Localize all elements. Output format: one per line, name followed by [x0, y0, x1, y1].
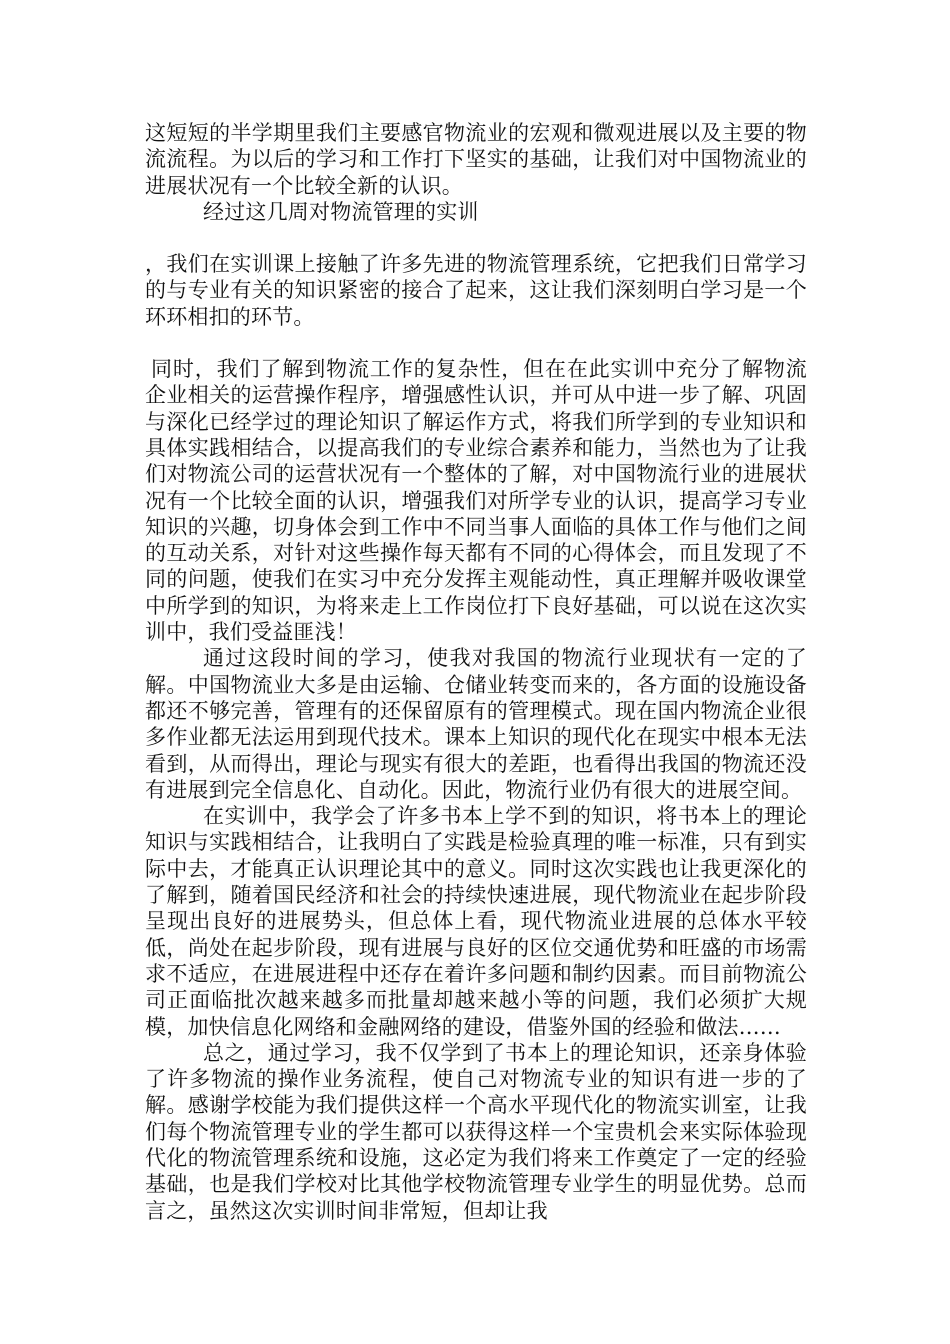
paragraph-training-systems: ，我们在实训课上接触了许多先进的物流管理系统，它把我们日常学习的与专业有关的知识紧密的接合了起来，这让我们深刻明白学习是一个环环相扣的环节。: [145, 252, 807, 329]
paragraph-complexity: 同时，我们了解到物流工作的复杂性，但在在此实训中充分了解物流企业相关的运营操作程序，增强感性认识，并可从中进一步了解、巩固与深化已经学过的理论知识了解运作方式，将我们所学到的专业知识和具体实践相结合，以提高我们的专业综合素养和能力，当然也为了让我们对物流公司的运营状况有一个整体的了解，对中国物流行业的进展状况有一个比较全面的认识，增强我们对所学专业的认识，提高学习专业知识的兴趣，切身体会到工作中不同当事人面临的具体工作与他们之间的互动关系，对针对这些操作每天都有不同的心得体会，而且发现了不同的问题，使我们在实习中充分发挥主观能动性，真正理解并吸收课堂中所学到的知识，为将来走上工作岗位打下良好基础，可以说在这次实训中，我们受益匪浅！: [145, 357, 807, 645]
paragraph-heading-line: 经过这几周对物流管理的实训: [203, 199, 479, 224]
paragraph-intro: 这短短的半学期里我们主要感官物流业的宏观和微观进展以及主要的物流流程。为以后的学习和工作打下坚实的基础，让我们对中国物流业的进展状况有一个比较全新的认识。: [145, 121, 807, 198]
blank-line: [145, 225, 807, 251]
paragraph-practice: 在实训中，我学会了许多书本上学不到的知识，将书本上的理论知识与实践相结合，让我明白了实践是检验真理的唯一标准，只有到实际中去，才能真正认识理论其中的意义。同时这次实践也让我更深化的了解到，随着国民经济和社会的持续快速进展，现代物流业在起步阶段呈现出良好的进展势头，但总体上看，现代物流业进展的总体水平较低，尚处在起步阶段，现有进展与良好的区位交通优势和旺盛的市场需求不适应，在进展进程中还存在着许多问题和制约因素。而目前物流公司正面临批次越来越多而批量却越来越小等的问题，我们必须扩大规模，加快信息化网络和金融网络的建设，借鉴外国的经验和做法……: [145, 804, 807, 1039]
blank-line: [145, 330, 807, 356]
document-page: [145, 120, 807, 1224]
paragraph-industry-status: 通过这段时间的学习，使我对我国的物流行业现状有一定的了解。中国物流业大多是由运输、仓储业转变而来的，各方面的设施设备都还不够完善，管理有的还保留原有的管理模式。现在国内物流企业很多作业都无法运用到现代技术。课本上知识的现代化在现实中根本无法看到，从而得出，理论与现实有很大的差距，也看得出我国的物流还没有进展到完全信息化、自动化。因此，物流行业仍有很大的进展空间。: [145, 646, 807, 802]
paragraph-conclusion: 总之，通过学习，我不仅学到了书本上的理论知识，还亲身体验了许多物流的操作业务流程，使自己对物流专业的知识有进一步的了解。感谢学校能为我们提供这样一个高水平现代化的物流实训室，让我们每个物流管理专业的学生都可以获得这样一个宝贵机会来实际体验现代化的物流管理系统和设施，这必定为我们将来工作奠定了一定的经验基础，也是我们学校对比其他学校物流管理专业学生的明显优势。总而言之，虽然这次实训时间非常短，但却让我: [145, 1040, 807, 1223]
